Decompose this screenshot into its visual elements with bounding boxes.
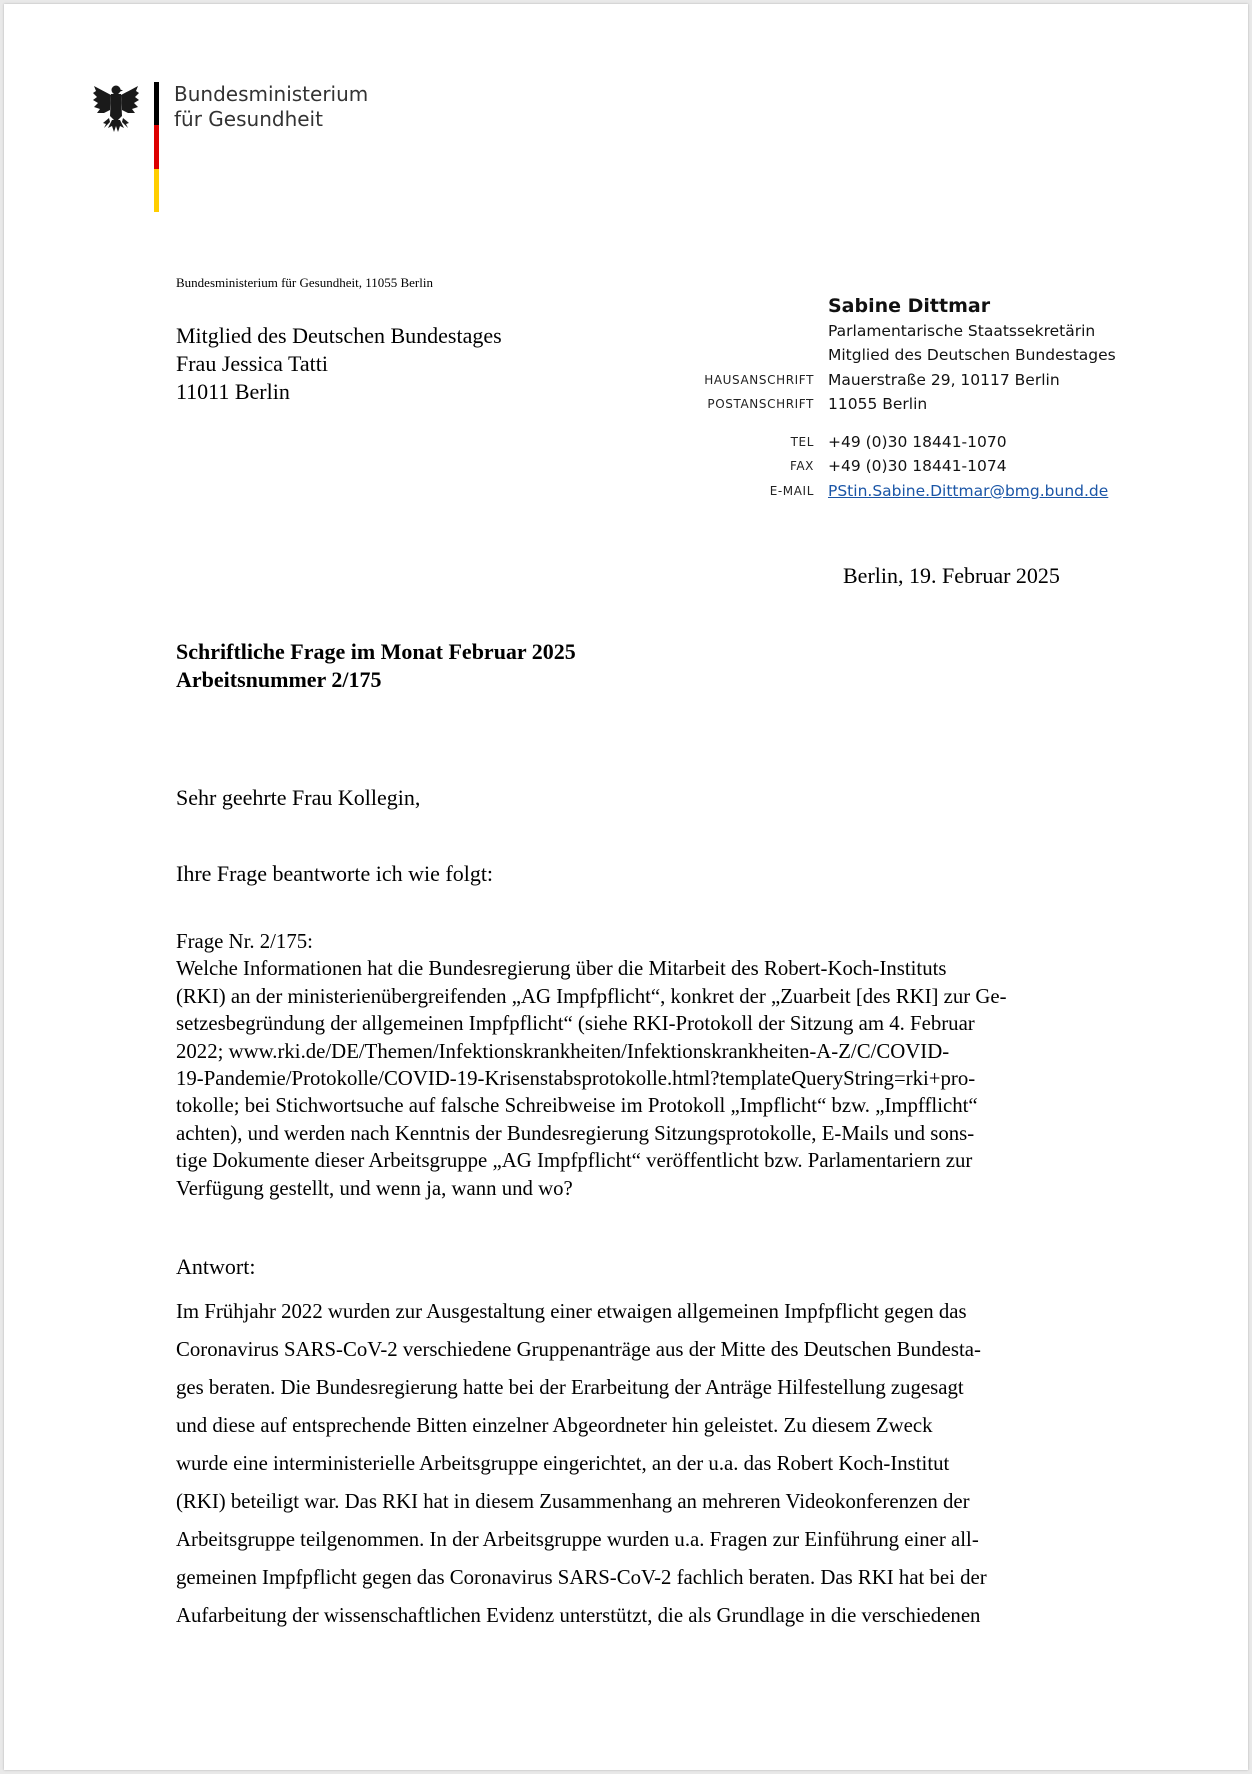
question-line: 2022; www.rki.de/DE/Themen/Infektionskrankheiten/Infektionskrankheiten-A-Z/C/COVID- <box>176 1039 950 1063</box>
flag-stripe <box>154 82 159 212</box>
ministry-name <box>174 82 368 132</box>
sender-name: Sabine Dittmar <box>828 295 991 318</box>
ministry-name-line1: Bundesministerium <box>174 82 369 106</box>
flag-black <box>154 82 159 125</box>
sender-info-block <box>604 294 1124 503</box>
question-line: Verfügung gestellt, und wenn ja, wann und wo? <box>176 1176 573 1200</box>
question-line: tokolle; bei Stichwortsuche auf falsche Schreibweise im Protokoll „Impflicht“ bzw. „Impfflicht“ <box>176 1094 978 1118</box>
answer-line: (RKI) beteiligt war. Das RKI hat in diesem Zusammenhang an mehreren Videokonferenzen der <box>176 1490 970 1513</box>
answer-line: ges beraten. Die Bundesregierung hatte bei der Erarbeitung der Anträge Hilfestellung zugesagt <box>176 1376 964 1399</box>
postanschrift-value: 11055 Berlin <box>828 395 928 414</box>
answer-line: Coronavirus SARS-CoV-2 verschiedene Gruppenanträge aus der Mitte des Deutschen Bundesta- <box>176 1338 981 1361</box>
flag-red <box>154 125 159 168</box>
return-address-line: Bundesministerium für Gesundheit, 11055 Berlin <box>176 275 433 290</box>
flag-gold <box>154 169 159 212</box>
letter-page <box>4 4 1248 1770</box>
recipient-line3: 11011 Berlin <box>176 379 290 404</box>
letter-date: Berlin, 19. Februar 2025 <box>843 563 1060 588</box>
question-label: Frage Nr. 2/175: <box>176 930 313 953</box>
subject-line1: Schriftliche Frage im Monat Februar 2025 <box>176 639 576 664</box>
sender-name-row <box>604 294 1124 319</box>
question-line: (RKI) an der ministerienübergreifenden „AG Impfpflicht“, konkret der „Zuarbeit [des RKI] zur Ge- <box>176 984 1007 1008</box>
answer-line: wurde eine interministerielle Arbeitsgruppe eingerichtet, an der u.a. das Robert Koch-Institut <box>176 1452 950 1475</box>
email-link[interactable]: PStin.Sabine.Dittmar@bmg.bund.de <box>828 481 1109 500</box>
answer-line: und diese auf entsprechende Bitten einzelner Abgeordneter hin geleistet. Zu diesem Zweck <box>176 1414 933 1437</box>
recipient-line2: Frau Jessica Tatti <box>176 351 329 376</box>
ministry-logo <box>92 82 392 212</box>
federal-eagle-icon <box>92 82 140 134</box>
intro-text: Ihre Frage beantworte ich wie folgt: <box>176 861 494 886</box>
hausanschrift-value: Mauerstraße 29, 10117 Berlin <box>828 370 1060 389</box>
answer-line: Aufarbeitung der wissenschaftlichen Evidenz unterstützt, die als Grundlage in die verschiedenen <box>176 1604 981 1627</box>
hausanschrift-label: HAUSANSCHRIFT <box>704 372 814 387</box>
greeting: Sehr geehrte Frau Kollegin, <box>176 785 421 810</box>
question-line: setzesbegründung der allgemeinen Impfpflicht“ (siehe RKI-Protokoll der Sitzung am 4. Februar <box>176 1012 975 1036</box>
fax-row <box>604 454 1124 479</box>
subject <box>176 638 576 694</box>
answer-label: Antwort: <box>176 1254 256 1279</box>
sender-membership-row <box>604 343 1124 368</box>
sender-membership: Mitglied des Deutschen Bundestages <box>828 346 1116 365</box>
question-block <box>176 928 1136 1202</box>
sender-title: Parlamentarische Staatssekretärin <box>828 321 1096 340</box>
question-line: 19-Pandemie/Protokolle/COVID-19-Krisenstabsprotokolle.html?templateQueryString=rki+pro- <box>176 1067 976 1091</box>
answer-line: Arbeitsgruppe teilgenommen. In der Arbeitsgruppe wurden u.a. Fragen zur Einführung einer all- <box>176 1528 979 1551</box>
question-line: Welche Informationen hat die Bundesregierung über die Mitarbeit des Robert-Koch-Instituts <box>176 957 947 981</box>
answer-block <box>176 1293 1136 1635</box>
ministry-name-line2: für Gesundheit <box>174 107 323 131</box>
sender-title-row <box>604 319 1124 344</box>
hausanschrift-row <box>604 368 1124 393</box>
postanschrift-row <box>604 392 1124 417</box>
fax-value: +49 (0)30 18441-1074 <box>828 457 1007 476</box>
answer-line: gemeinen Impfpflicht gegen das Coronavirus SARS-CoV-2 fachlich beraten. Das RKI hat bei der <box>176 1566 987 1589</box>
recipient-line1: Mitglied des Deutschen Bundestages <box>176 323 502 348</box>
tel-label: TEL <box>790 434 814 449</box>
email-label: E-MAIL <box>769 483 814 498</box>
recipient-address <box>176 322 502 406</box>
answer-line: Im Frühjahr 2022 wurden zur Ausgestaltung einer etwaigen allgemeinen Impfpflicht gegen das <box>176 1300 967 1323</box>
fax-label: FAX <box>789 459 814 474</box>
tel-value: +49 (0)30 18441-1070 <box>828 432 1007 451</box>
question-line: tige Dokumente dieser Arbeitsgruppe „AG Impfpflicht“ veröffentlicht bzw. Parlamentariern zur <box>176 1149 973 1173</box>
subject-line2: Arbeitsnummer 2/175 <box>176 667 382 692</box>
postanschrift-label: POSTANSCHRIFT <box>707 397 814 412</box>
question-line: achten), und werden nach Kenntnis der Bundesregierung Sitzungsprotokolle, E-Mails und sons- <box>176 1121 975 1145</box>
email-row <box>604 479 1124 504</box>
tel-row <box>604 430 1124 455</box>
